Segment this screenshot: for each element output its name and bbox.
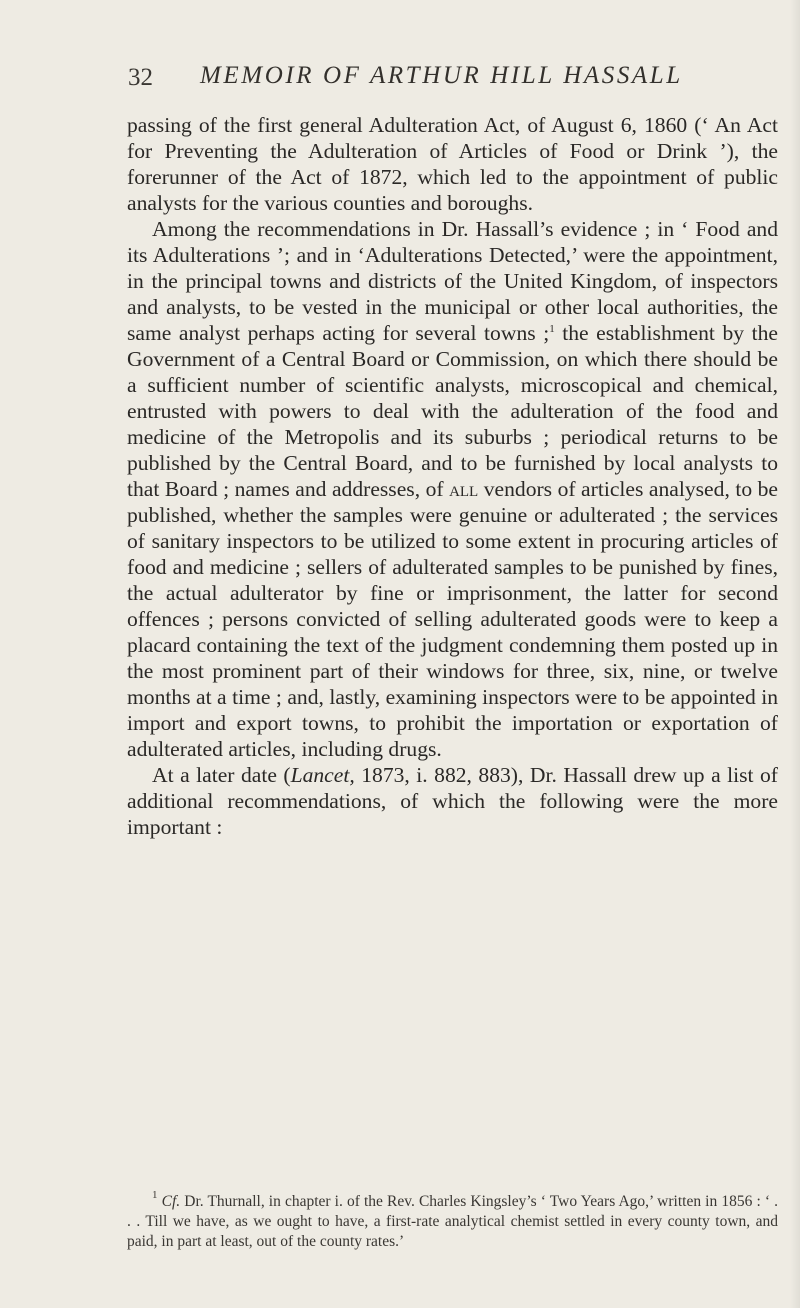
footnote-marker: 1 — [152, 1189, 158, 1201]
footnote-text: Dr. Thurnall, in chapter i. of the Rev. Charles Kingsley’s ‘ Two Years Ago,’ written in 1856 : ‘ . . . Till we have, as we ought to have, a first-rate analytical chemist settled in every county town, and paid, in part at least, out of the county rates.’ — [127, 1193, 778, 1250]
body-text — [127, 112, 778, 840]
footnote-cf: Cf. — [161, 1193, 181, 1210]
paragraph-3-text-b: 1873, i. 882, 883), Dr. Hassall drew up a list of additional recommendations, of which the following were the more important : — [127, 763, 778, 839]
lancet-citation: Lancet, — [290, 763, 355, 787]
footnote — [127, 1189, 778, 1252]
paragraph-2 — [127, 216, 778, 762]
footnote-reference: 1 — [549, 323, 555, 335]
paragraph-3-text-a: At a later date ( — [152, 763, 291, 787]
paragraph-1 — [127, 112, 778, 216]
paragraph-2-text-c: vendors of articles analysed, to be published, whether the samples were genuine or adulterated ; the services of sanitary inspectors to be utilized to some extent in procuring articles of food and medicine ; sellers of adulterated samples to be punished by fines, the actual adulterator by fine or imprisonment, the latter for second offences ; persons convicted of selling adulterated goods were to keep a placard containing the text of the judgment condemning them posted up in the most prominent part of their windows for three, six, nine, or twelve months at a time ; and, lastly, examining inspectors were to be appointed in import and export towns, to prohibit the importation or exportation of adulterated articles, including drugs. — [127, 477, 778, 761]
paragraph-2-text-a: Among the recommendations in Dr. Hassall’s evidence ; in ‘ Food and its Adulterations ’; and in ‘Adulterations Detected,’ were the appointment, in the principal towns and districts of the United Kingdom, of inspectors and analysts, to be vested in the municipal or other local authorities, the same analyst perhaps acting for several towns ; — [127, 217, 778, 345]
small-caps-all: all — [449, 477, 479, 501]
paragraph-1-text: passing of the first general Adulteration Act, of August 6, 1860 (‘ An Act for Preventing the Adulteration of Articles of Food or Drink ’), the forerunner of the Act of 1872, which led to the appointment of public analysts for the various counties and boroughs. — [127, 113, 778, 215]
page-edge-shadow — [790, 0, 800, 1308]
page-header — [128, 62, 720, 102]
paragraph-2-text-b: the establishment by the Government of a Central Board or Commission, on which there should be a sufficient number of scientific analysts, microscopical and chemical, entrusted with powers to deal with the adulteration of the food and medicine of the Metropolis and its suburbs ; periodical returns to be published by the Central Board, and to be furnished by local analysts to that Board ; names and addresses, of — [127, 321, 778, 501]
page-number: 32 — [128, 64, 153, 91]
paragraph-3 — [127, 762, 778, 840]
running-head: MEMOIR OF ARTHUR HILL HASSALL — [200, 62, 683, 89]
